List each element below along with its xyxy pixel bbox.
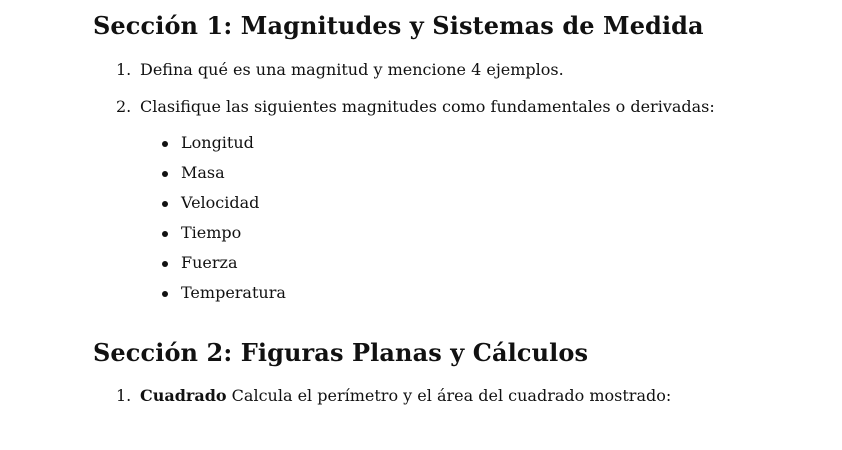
bullet-icon — [162, 291, 168, 297]
section-2-title: Sección 2: Figuras Planas y Cálculos — [93, 338, 589, 367]
bullet-icon — [162, 141, 168, 147]
list-item-tiempo: Tiempo — [181, 223, 242, 242]
bullet-icon — [162, 231, 168, 237]
list-item-velocidad: Velocidad — [181, 193, 260, 212]
question-s2-1-lead: Cuadrado — [140, 386, 227, 405]
question-2-text: Clasifique las siguientes magnitudes como fundamentales o derivadas: — [140, 97, 715, 116]
section-1-title: Sección 1: Magnitudes y Sistemas de Medida — [93, 11, 704, 40]
question-2-number: 2. — [116, 97, 132, 116]
list-item-masa: Masa — [181, 163, 225, 182]
list-item-temperatura: Temperatura — [181, 283, 286, 302]
bullet-icon — [162, 201, 168, 207]
bullet-icon — [162, 171, 168, 177]
question-s2-1-text: Calcula el perímetro y el área del cuadrado mostrado: — [231, 386, 672, 405]
question-s2-1-line — [140, 386, 671, 405]
list-item-longitud: Longitud — [181, 133, 254, 152]
list-item-fuerza: Fuerza — [181, 253, 238, 272]
question-1-number: 1. — [116, 60, 132, 79]
bullet-icon — [162, 261, 168, 267]
question-s2-1-number: 1. — [116, 386, 132, 405]
question-1-text: Defina qué es una magnitud y mencione 4 ejemplos. — [140, 60, 564, 79]
